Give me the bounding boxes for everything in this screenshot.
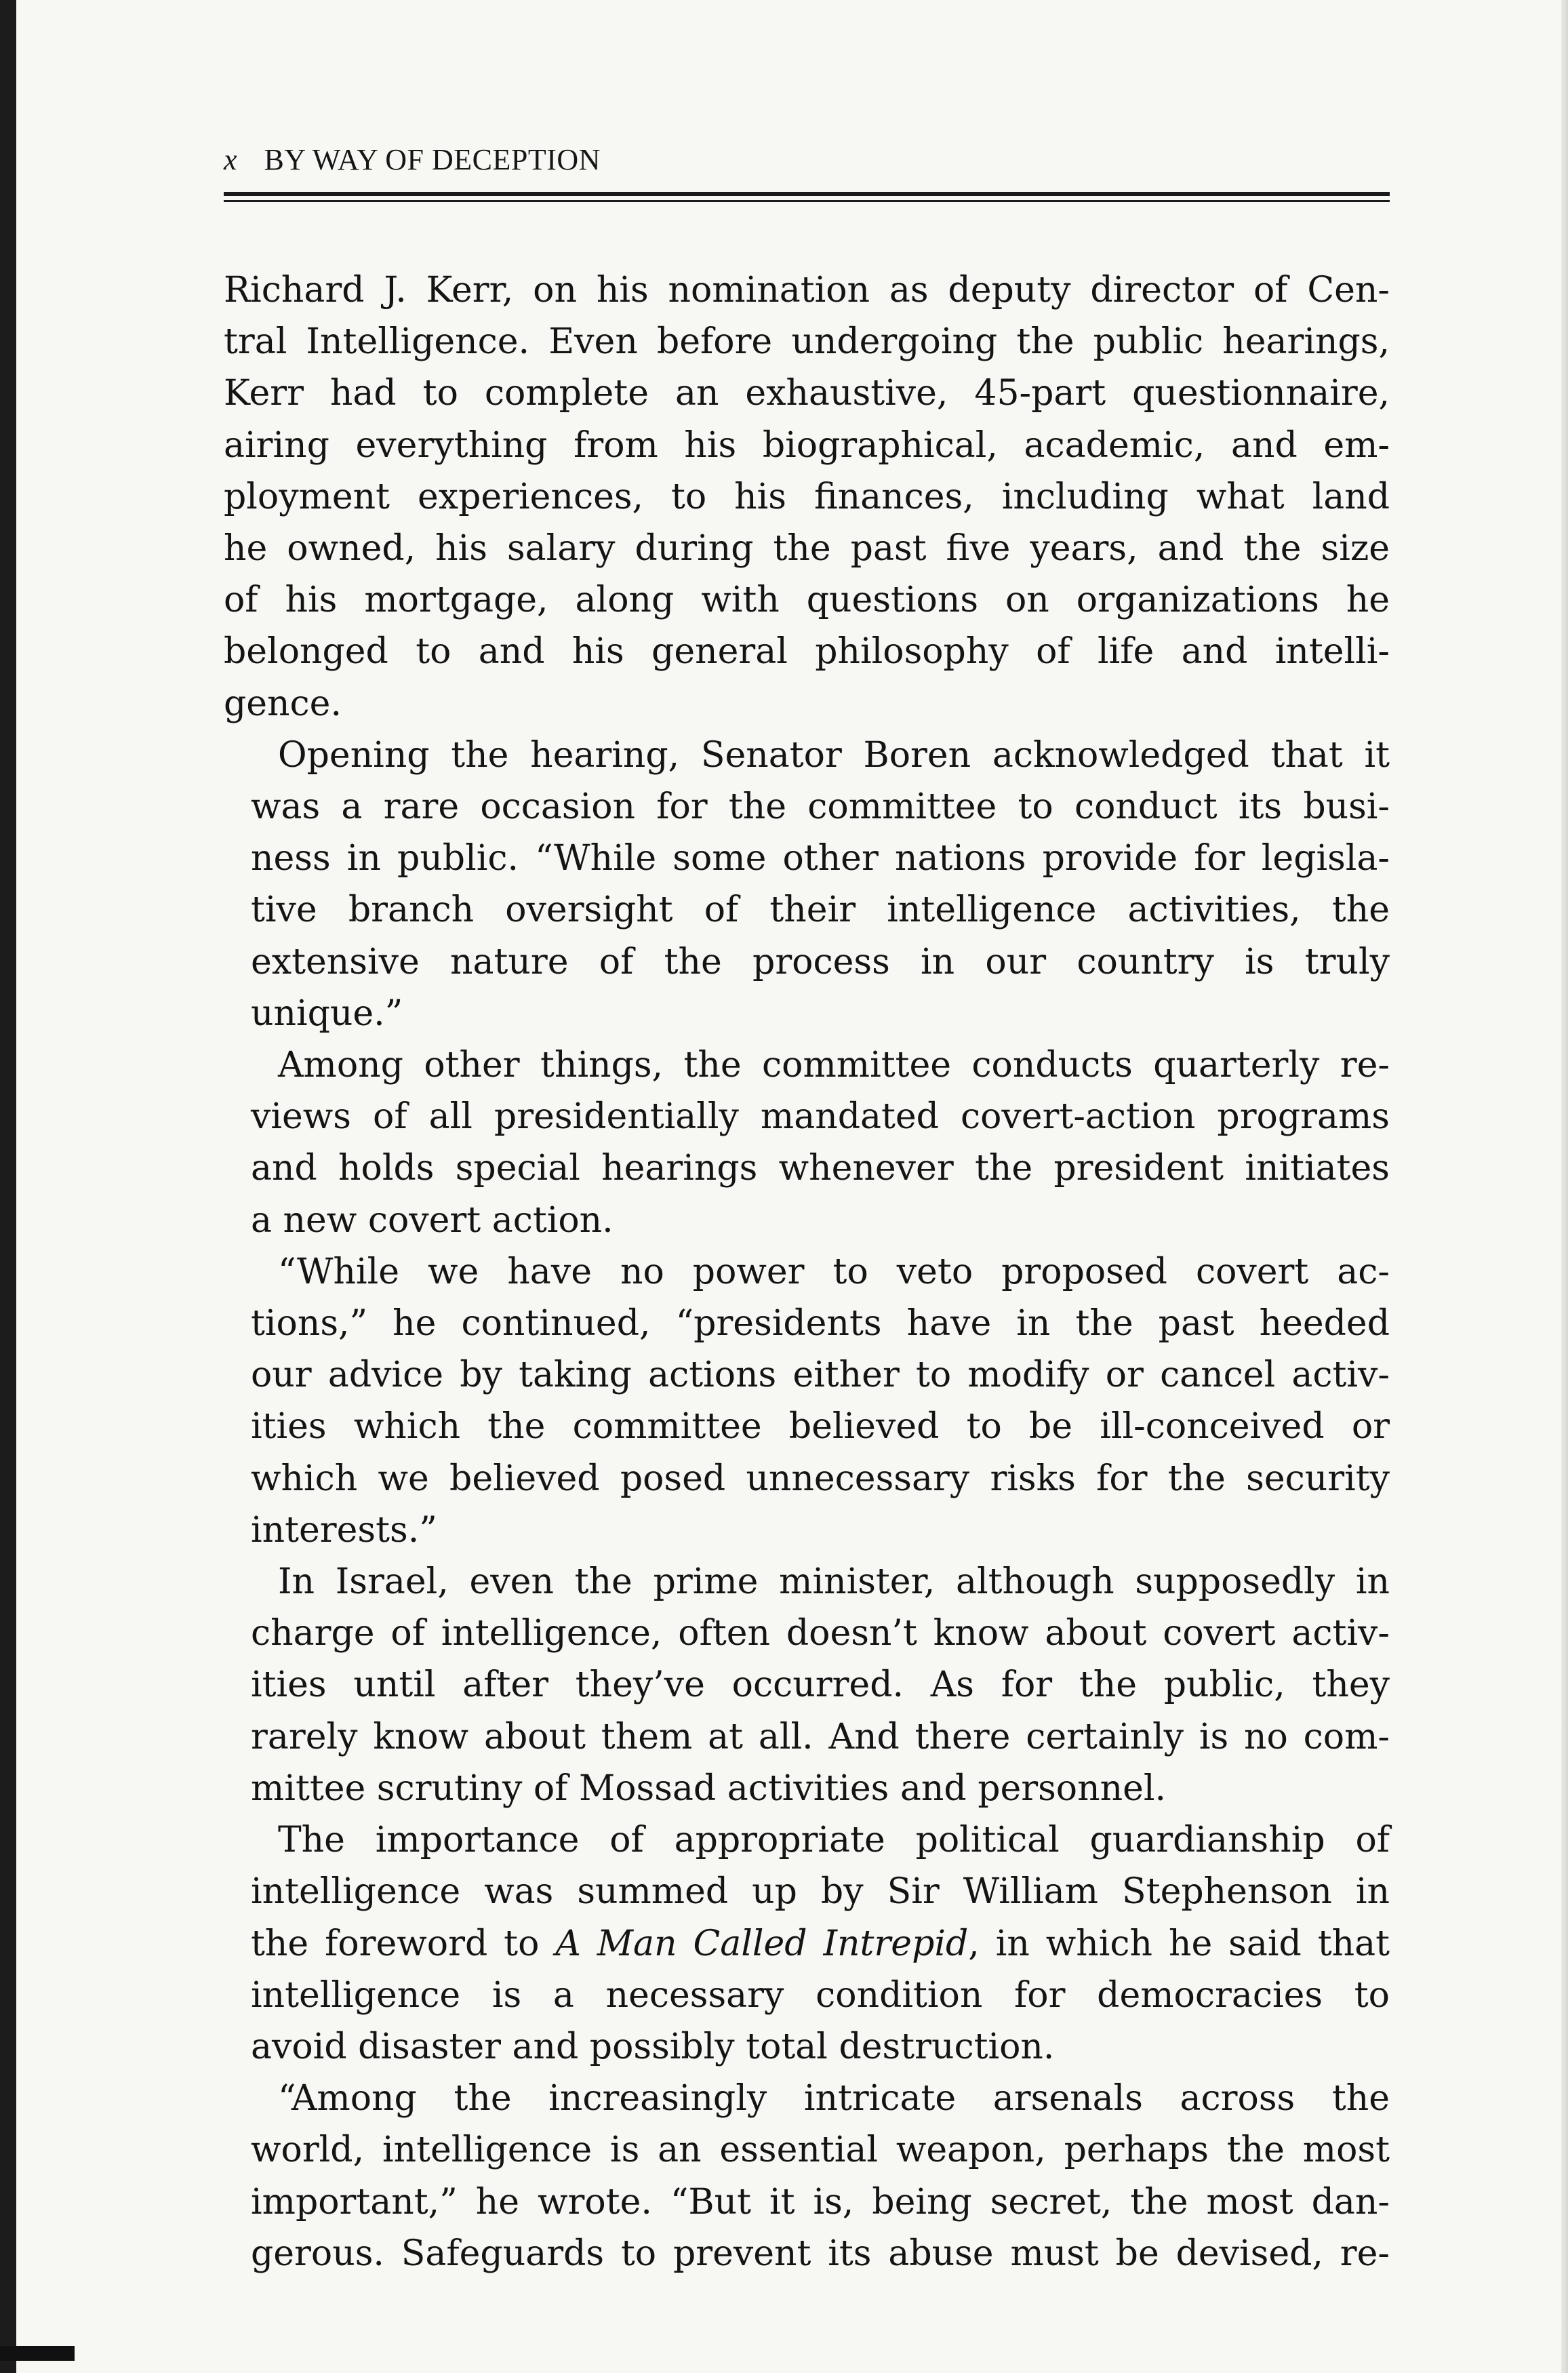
book-title-italic: A Man Called Intrepid	[555, 1923, 969, 1964]
text-line: airing everything from his biographical, academic, and em-	[224, 424, 1390, 466]
text-line: tive branch oversight of their intelligence activities, the	[251, 890, 1390, 931]
page-number: x	[224, 143, 238, 176]
text-line: Richard J. Kerr, on his nomination as deputy director of Cen-	[224, 270, 1390, 311]
text-line: he owned, his salary during the past five years, and the size	[224, 528, 1390, 570]
paragraph	[224, 1556, 1390, 1814]
text-line: interests.”	[251, 1509, 437, 1551]
book-title: BY WAY OF DECEPTION	[264, 143, 601, 176]
text-line: Among other things, the committee conducts quarterly re-	[278, 1045, 1390, 1086]
text-line: The importance of appropriate political guardianship of	[278, 1820, 1390, 1861]
text-line: gerous. Safeguards to prevent its abuse must be devised, re-	[251, 2233, 1390, 2274]
paragraph	[224, 1246, 1390, 1556]
text-line: ities until after they’ve occurred. As for the public, they	[251, 1664, 1390, 1706]
scan-binding-edge	[0, 0, 16, 2373]
text-line: ployment experiences, to his finances, including what land	[224, 476, 1390, 517]
text-line: and holds special hearings whenever the president initiates	[251, 1148, 1390, 1189]
text-line: tions,” he continued, “presidents have in the past heeded	[251, 1303, 1390, 1344]
text-line: gence.	[224, 683, 342, 724]
text-line: avoid disaster and possibly total destruction.	[251, 2026, 1055, 2067]
text-line-with-title	[224, 1918, 1390, 1970]
text-run: the foreword to	[251, 1923, 556, 1964]
text-line: In Israel, even the prime minister, although supposedly in	[278, 1561, 1390, 1603]
text-line: rarely know about them at all. And there certainly is no com-	[251, 1716, 1390, 1757]
paragraph	[224, 1039, 1390, 1246]
body-text	[224, 264, 1390, 2279]
text-line: which we believed posed unnecessary risks for the security	[251, 1458, 1390, 1499]
header-rule-thin	[224, 200, 1390, 202]
text-line: Kerr had to complete an exhaustive, 45-part questionnaire,	[224, 373, 1390, 414]
paragraph	[224, 264, 1390, 730]
text-line: charge of intelligence, often doesn’t know about covert activ-	[251, 1613, 1390, 1654]
scan-page-edge	[1561, 0, 1568, 2373]
text-line: world, intelligence is an essential weapon, perhaps the most	[251, 2130, 1390, 2171]
text-line: “Among the increasingly intricate arsenals across the	[278, 2078, 1390, 2119]
text-line: intelligence was summed up by Sir William Stephenson in	[251, 1871, 1390, 1913]
paragraph	[224, 1814, 1390, 2073]
text-line: unique.”	[251, 993, 403, 1034]
text-line: ities which the committee believed to be ill-conceived or	[251, 1406, 1390, 1448]
text-line: belonged to and his general philosophy of life and intelli-	[224, 631, 1390, 673]
paragraph	[224, 730, 1390, 1039]
running-head	[224, 142, 601, 177]
paragraph	[224, 2073, 1390, 2279]
header-rule-thick	[224, 192, 1390, 196]
text-line: “While we have no power to veto proposed covert ac-	[278, 1251, 1390, 1292]
text-line: was a rare occasion for the committee to conduct its busi-	[251, 786, 1390, 828]
text-line: a new covert action.	[251, 1199, 614, 1241]
scan-artifact-mark	[0, 2346, 75, 2361]
text-line: ness in public. “While some other nations provide for legisla-	[251, 838, 1390, 879]
text-line: mittee scrutiny of Mossad activities and personnel.	[251, 1768, 1167, 1809]
text-line: tral Intelligence. Even before undergoing the public hearings,	[224, 321, 1390, 363]
text-line: important,” he wrote. “But it is, being secret, the most dan-	[251, 2181, 1390, 2222]
text-run: , in which he said that	[968, 1923, 1390, 1964]
text-line: Opening the hearing, Senator Boren acknowledged that it	[278, 734, 1390, 776]
text-line: our advice by taking actions either to modify or cancel activ-	[251, 1355, 1390, 1396]
text-line: of his mortgage, along with questions on organizations he	[224, 580, 1390, 621]
text-line: extensive nature of the process in our country is truly	[251, 941, 1390, 982]
text-line: intelligence is a necessary condition for democracies to	[251, 1974, 1390, 2016]
text-line: views of all presidentially mandated covert-action programs	[251, 1096, 1390, 1138]
